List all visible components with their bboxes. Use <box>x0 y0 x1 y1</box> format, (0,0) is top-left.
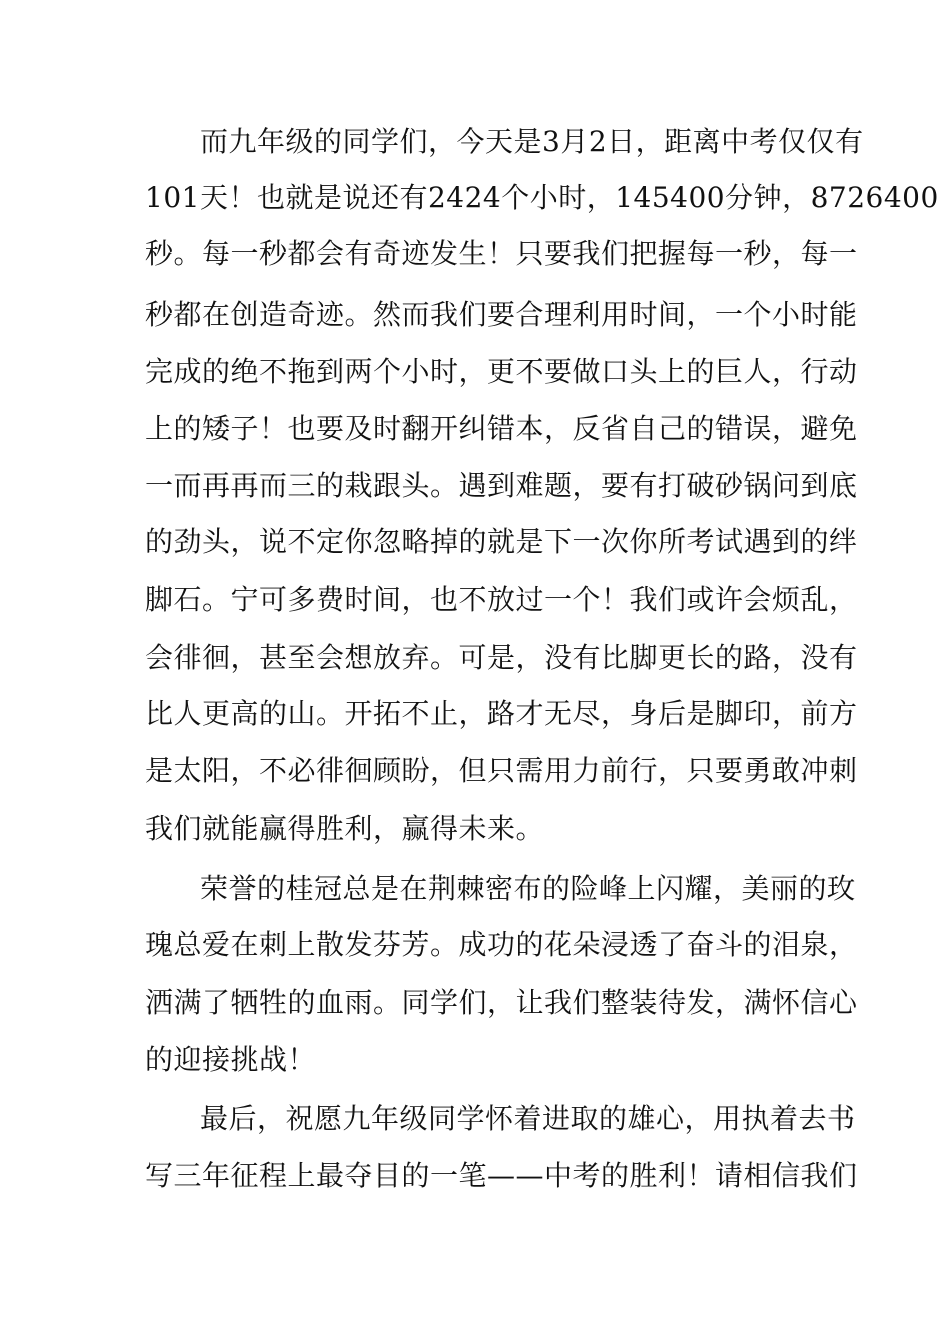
text-line: 秒。每一秒都会有奇迹发生！只要我们把握每一秒，每一 <box>145 237 858 270</box>
text-line: 瑰总爱在刺上散发芬芳。成功的花朵浸透了奋斗的泪泉， <box>145 928 858 961</box>
text-line: 101天！也就是说还有2424个小时，145400分钟，8726400 <box>145 181 939 214</box>
text-line: 洒满了牺牲的血雨。同学们，让我们整装待发，满怀信心 <box>145 986 858 1019</box>
text-line: 最后，祝愿九年级同学怀着进取的雄心，用执着去书 <box>200 1102 856 1135</box>
text-line: 的劲头，说不定你忽略掉的就是下一次你所考试遇到的绊 <box>145 525 858 558</box>
text-line: 上的矮子！也要及时翻开纠错本，反省自己的错误，避免 <box>145 412 858 445</box>
text-line: 是太阳，不必徘徊顾盼，但只需用力前行，只要勇敢冲刺 <box>145 754 858 787</box>
text-line: 秒都在创造奇迹。然而我们要合理利用时间，一个小时能 <box>145 298 858 331</box>
text-line: 比人更高的山。开拓不止，路才无尽，身后是脚印，前方 <box>145 697 858 730</box>
text-line: 而九年级的同学们，今天是3月2日，距离中考仅仅有 <box>200 125 864 158</box>
text-line: 一而再再而三的栽跟头。遇到难题，要有打破砂锅问到底 <box>145 469 858 502</box>
text-line: 荣誉的桂冠总是在荆棘密布的险峰上闪耀，美丽的玫 <box>200 872 856 905</box>
text-line: 脚石。宁可多费时间，也不放过一个！我们或许会烦乱， <box>145 583 858 616</box>
text-line: 写三年征程上最夺目的一笔——中考的胜利！请相信我们 <box>145 1159 858 1192</box>
text-line: 完成的绝不拖到两个小时，更不要做口头上的巨人，行动 <box>145 355 858 388</box>
text-line: 的迎接挑战！ <box>145 1043 317 1076</box>
text-line: 会徘徊，甚至会想放弃。可是，没有比脚更长的路，没有 <box>145 641 858 674</box>
text-line: 我们就能赢得胜利，赢得未来。 <box>145 812 545 845</box>
